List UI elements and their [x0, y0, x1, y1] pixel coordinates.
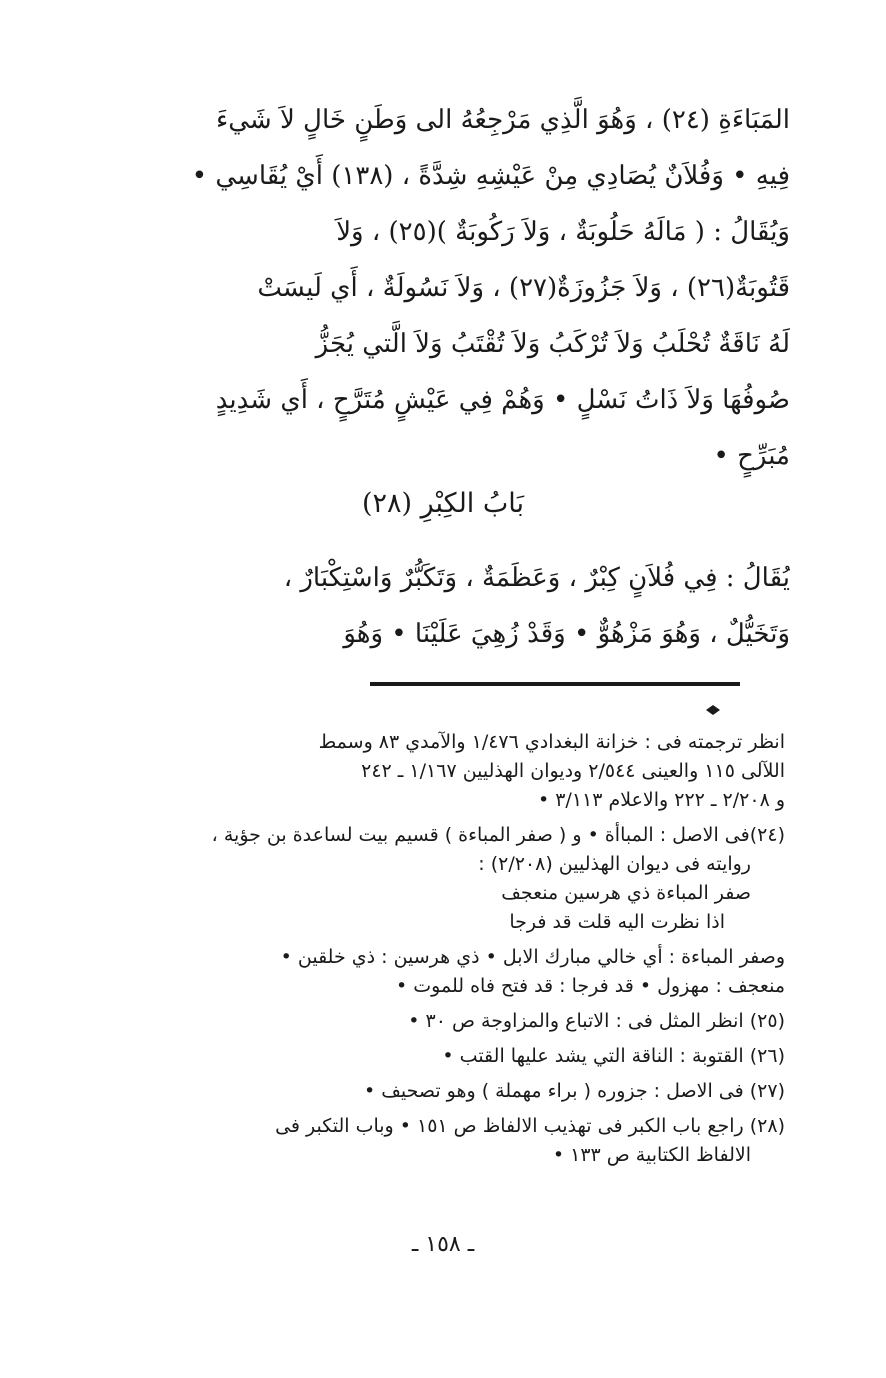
verse-line: صفر المباءة ذي هرسين منعجف: [501, 882, 751, 904]
footnote-line: اللآلى ١١٥ والعينى ٢/٥٤٤ وديوان الهذليين ١/١٦٧ ـ ٢٤٢: [361, 760, 785, 782]
text-line: لَهُ نَاقَةٌ تُحْلَبُ وَلاَ تُرْكَبُ وَلاَ تُقْتَبُ وَلاَ الَّتي يُجَزُّ: [315, 329, 790, 359]
footnote-line: روايته فى ديوان الهذليين (٢/٢٠٨) :: [478, 853, 751, 875]
page-number: ـ ١٥٨ ـ: [411, 1232, 475, 1257]
separator-ornament-icon: [690, 705, 736, 715]
footnote-line: الالفاظ الكتابية ص ١٣٣ •: [552, 1144, 751, 1166]
chapter-heading: بَابُ الكِبْرِ (٢٨): [361, 488, 525, 519]
footnote-line: منعجف : مهزول • قد فرجا : قد فتح فاه للموت •: [396, 975, 785, 997]
text-line: مُبَرِّحٍ •: [713, 441, 790, 471]
footnote-27: (٢٧) فى الاصل : جزوره ( براء مهملة ) وهو تصحيف •: [363, 1080, 785, 1102]
footnote-line: انظر ترجمته فى : خزانة البغدادي ١/٤٧٦ والآمدي ٨٣ وسمط: [318, 731, 785, 753]
text-line: يُقَالُ : فِي فُلاَنٍ كِبْرٌ ، وَعَظَمَةٌ ، وَتَكَبُّرٌ وَاسْتِكْبَارٌ ،: [283, 563, 790, 593]
chapter-paragraph: [100, 550, 790, 662]
text-line: المَبَاءَةِ (٢٤) ، وَهُوَ الَّذِي مَرْجِعُهُ الى وَطَنٍ خَالٍ لاَ شَيءَ: [216, 105, 790, 135]
footnote-28: (٢٨) راجع باب الكبر فى تهذيب الالفاظ ص ١٥١ • وباب التكبر فى: [275, 1115, 785, 1137]
footnote-line: وصفر المباءة : أي خالي مبارك الابل • ذي هرسين : ذي خلقين •: [280, 946, 785, 968]
footnote-25: (٢٥) انظر المثل فى : الاتباع والمزاوجة ص ٣٠ •: [408, 1010, 785, 1032]
footnote-line: و ٢/٢٠٨ ـ ٢٢٢ والاعلام ٣/١١٣ •: [537, 789, 785, 811]
text-line: قَتُوبَةٌ(٢٦) ، وَلاَ جَزُوزَةٌ(٢٧) ، وَلاَ نَسُولَةٌ ، أَي لَيسَتْ: [257, 273, 790, 303]
footnotes: [95, 728, 785, 1170]
verse-line: اذا نظرت اليه قلت قد فرجا: [509, 911, 725, 933]
main-paragraph: [100, 92, 790, 484]
footnote-24: (٢٤)فى الاصل : المباأة • و ( صفر المباءة ) قسيم بيت لساعدة بن جؤية ،: [211, 824, 785, 846]
text-line: وَتَخَيُّلٌ ، وَهُوَ مَزْهُوٌّ • وَقَدْ زُهِيَ عَلَيْنَا • وَهُوَ: [343, 619, 790, 649]
text-line: صُوفُهَا وَلاَ ذَاتُ نَسْلٍ • وَهُمْ فِي عَيْشٍ مُتَرَّحٍ ، أَي شَدِيدٍ: [215, 385, 790, 415]
footnote-26: (٢٦) القتوبة : الناقة التي يشد عليها القتب •: [442, 1045, 785, 1067]
text-line: فِيهِ • وَفُلاَنٌ يُصَادِي مِنْ عَيْشِهِ شِدَّةً ، (١٣٨) أَيْ يُقَاسِي •: [191, 161, 790, 191]
footnote-separator-rule: [370, 682, 740, 686]
text-line: وَيُقَالُ : ( مَالَهُ حَلُوبَةٌ ، وَلاَ رَكُوبَةٌ )(٢٥) ، وَلاَ: [336, 217, 790, 247]
